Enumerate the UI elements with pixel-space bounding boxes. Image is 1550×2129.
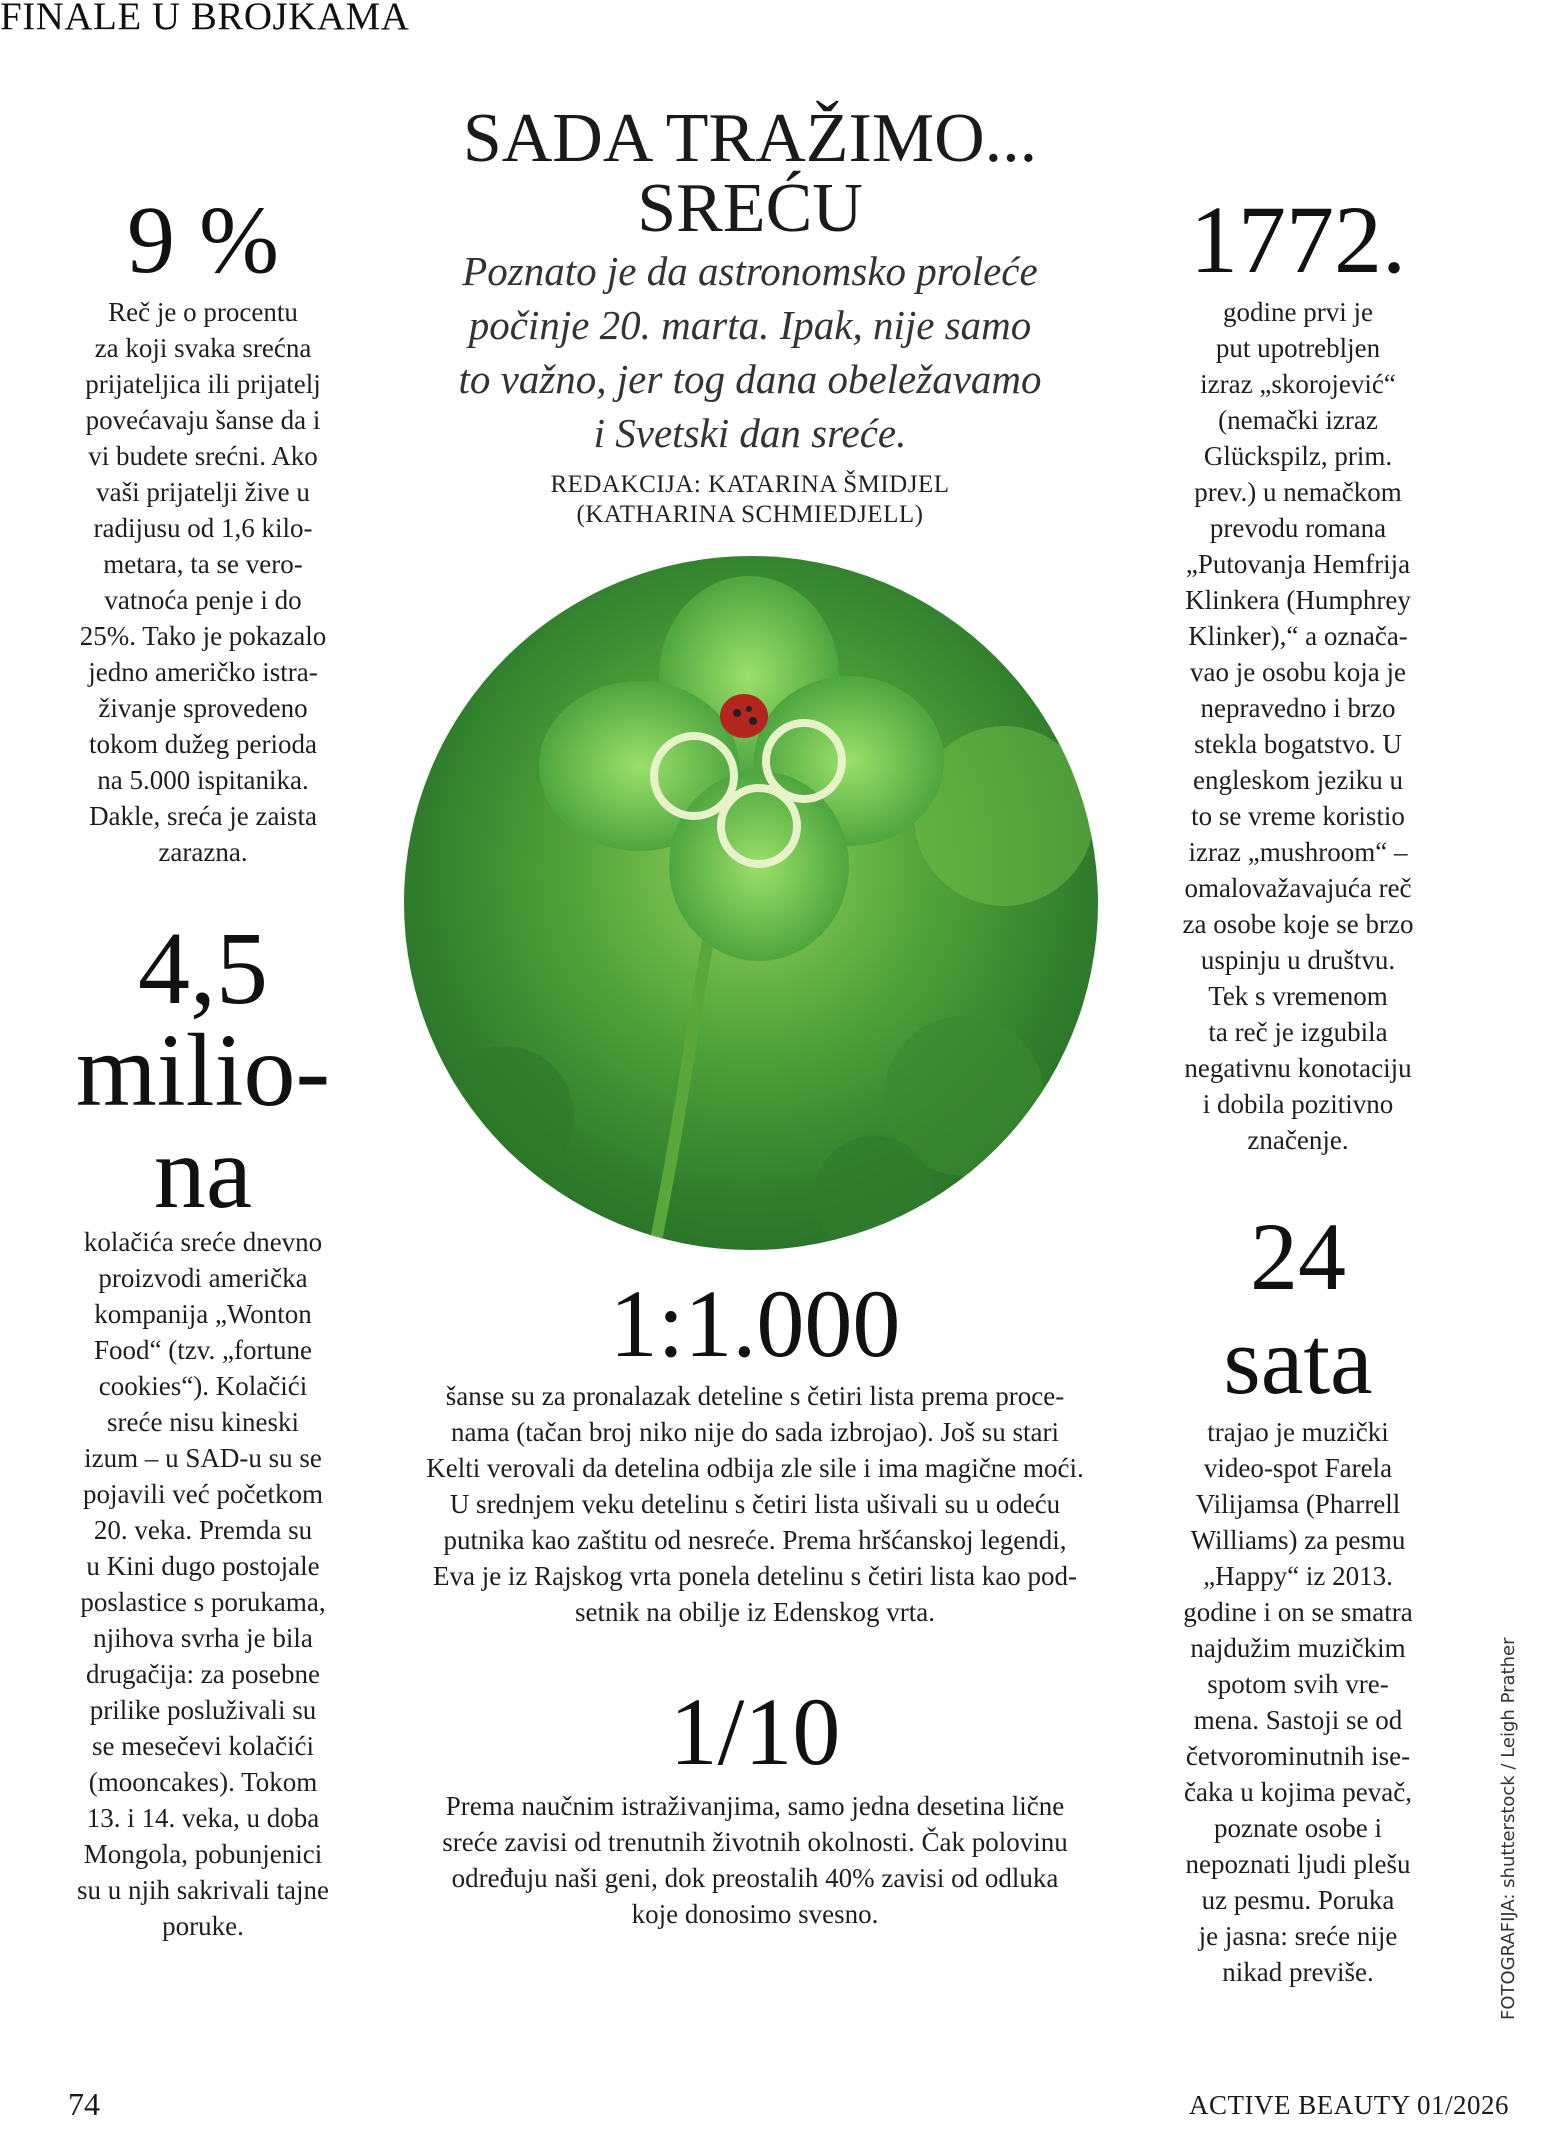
article-lead [420,244,1080,460]
text-line: Mongola, pobunjenici [83,1839,323,1869]
text-line: su u njih sakrivali tajne [77,1875,329,1905]
fact-number: 9 % [127,186,279,293]
text-line: Vilijamsa (Pharrell [1195,1489,1401,1519]
text-line: i dobila pozitivno [1202,1089,1394,1119]
number-line: na [153,1115,253,1230]
text-line: značenje. [1247,1125,1349,1155]
text-line: metara, ta se vero- [103,549,303,579]
text-line: kolačića sreće dnevno [83,1227,323,1257]
text-line: vi budete srećni. Ako [88,441,318,471]
text-line: spotom svih vre- [1207,1669,1389,1699]
clover-photo [404,556,1098,1250]
text-line: put upotrebljen [1215,333,1381,363]
text-line: Klinker),“ a označa- [1188,621,1408,651]
text-line: ta reč je izgubila [1208,1017,1388,1047]
text-line: vao je osobu koja je [1190,657,1406,687]
lead-line: počinje 20. marta. Ipak, nije samo [468,302,1032,348]
four-leaf-clover-icon [404,556,1098,1250]
text-line: tokom dužeg perioda [89,729,317,759]
text-line: U srednjem veku detelinu s četiri lista ušivali su u odeću [449,1489,1061,1519]
text-line: Williams) za pesmu [1190,1525,1406,1555]
section-heading: FINALE U BROJKAMA [0,0,410,38]
text-line: uspinju u društvu. [1200,945,1396,975]
text-line: vatnoća penje i do [104,585,302,615]
text-line: živanje sprovedeno [98,693,308,723]
text-line: vaši prijatelji žive u [96,477,310,507]
credit-line: (KATHARINA SCHMIEDJELL) [576,501,924,528]
text-line: trajao je muzički [1207,1417,1389,1447]
photo-credit: FOTOGRAFIJA: shutterstock / Leigh Prather [1498,1637,1519,2020]
lead-line: Poznato je da astronomsko proleće [462,248,1038,294]
text-line: prevodu romana [1209,513,1387,543]
lead-line: i Svetski dan sreće. [593,410,907,456]
text-line: nepoznati ljudi plešu [1185,1849,1411,1879]
text-line: njihova svrha je bila [93,1623,313,1653]
text-line: prev.) u nemačkom [1194,477,1402,507]
text-line: zarazna. [158,837,248,867]
text-line: (mooncakes). Tokom [88,1767,318,1797]
fact-number: 1:1.000 [609,1270,901,1377]
text-line: sreće zavisi od trenutnih životnih okolnosti. Čak polovinu [442,1827,1068,1857]
text-line: video-spot Farela [1203,1453,1393,1483]
fact-number: 1772. [1190,186,1406,293]
fact-text [48,294,358,870]
text-line: Food“ (tzv. „fortune [94,1335,312,1365]
text-line: se mesečevi kolačići [92,1731,314,1761]
page-number: 74 [68,2086,100,2122]
text-line: Dakle, sreća je zaista [89,801,317,831]
fact-text [38,1224,368,1944]
text-line: proizvodi američka [98,1263,308,1293]
text-line: to se vreme koristio [1191,801,1405,831]
text-line: „Putovanja Hemfrija [1185,549,1411,579]
text-line: za koji svaka srećna [94,333,312,363]
text-line: izraz „skorojević“ [1200,369,1396,399]
text-line: drugačija: za posebne [86,1659,320,1689]
text-line: jedno američko istra- [88,657,318,687]
fact-text [380,1378,1130,1630]
text-line: izraz „mushroom“ – [1188,837,1408,867]
text-line: „Happy“ iz 2013. [1203,1561,1393,1591]
text-line: za osobe koje se brzo [1182,909,1414,939]
text-line: stekla bogatstvo. U [1194,729,1402,759]
title-line: SREĆU [637,170,863,247]
text-line: 20. veka. Premda su [93,1515,313,1545]
magazine-issue: ACTIVE BEAUTY 01/2026 [1189,2090,1509,2120]
text-line: nama (tačan broj niko nije do sada izbrojao). Još su stari [450,1417,1060,1447]
text-line: šanse su za pronalazak deteline s četiri lista prema proce- [445,1381,1065,1411]
text-line: radijusu od 1,6 kilo- [93,513,313,543]
text-line: godine prvi je [1223,297,1373,327]
credit-line: REDAKCIJA: KATARINA ŠMIDJEL [550,471,950,498]
text-line: prijateljica ili prijatelj [85,369,321,399]
text-line: cookies“). Kolačići [98,1371,308,1401]
text-line: Klinkera (Humphrey [1185,585,1411,615]
text-line: omalovažavajuća reč [1184,873,1412,903]
text-line: poslastice s porukama, [80,1587,326,1617]
title-line: SADA TRAŽIMO... [462,100,1038,177]
lead-line: to važno, jer tog dana obeležavamo [458,356,1042,402]
text-line: Kelti verovali da detelina odbija zle sile i ima magične moći. [426,1453,1084,1483]
text-line: nepravedno i brzo [1200,693,1396,723]
text-line: Eva je iz Rajskog vrta ponela detelinu s četiri lista kao pod- [432,1561,1078,1591]
text-line: poruke. [162,1911,244,1941]
text-line: setnik na obilje iz Edenskog vrta. [575,1597,935,1627]
text-line: (nemački izraz [1218,405,1378,435]
text-line: engleskom jeziku u [1193,765,1403,795]
text-line: 13. i 14. veka, u doba [86,1803,320,1833]
text-line: negativnu konotaciju [1184,1053,1412,1083]
text-line: povećavaju šanse da i [85,405,321,435]
number-line: sata [1223,1307,1373,1414]
text-line: uz pesmu. Poruka [1201,1885,1395,1915]
text-line: Tek s vremenom [1208,981,1388,1011]
fact-text [1143,1414,1453,1990]
text-line: na 5.000 ispitanika. [97,765,309,795]
fact-text [380,1788,1130,1932]
text-line: je jasna: sreće nije [1198,1921,1398,1951]
text-line: Reč je o procentu [108,297,298,327]
text-line: najdužim muzičkim [1190,1633,1406,1663]
number-line: 24 [1250,1203,1346,1310]
text-line: kompanija „Wonton [94,1299,312,1329]
number-line: 4,5 [138,911,268,1026]
fact-number: 1/10 [669,1678,841,1785]
text-line: prilike posluživali su [89,1695,317,1725]
text-line: godine i on se smatra [1183,1597,1413,1627]
text-line: čaka u kojima pevač, [1184,1777,1412,1807]
fact-number [1143,1205,1453,1413]
article-title [380,100,1120,247]
fact-text [1143,294,1453,1158]
text-line: pojavili već početkom [83,1479,323,1509]
text-line: izum – u SAD-u su se [84,1443,322,1473]
text-line: sreće nisu kineski [107,1407,299,1437]
text-line: u Kini dugo postojale [86,1551,320,1581]
text-line: koje donosimo svesno. [631,1899,879,1929]
text-line: mena. Sastoji se od [1193,1705,1403,1735]
text-line: Prema naučnim istraživanjima, samo jedna desetina lične [445,1791,1065,1821]
text-line: određuju naši geni, dok preostalih 40% zavisi od odluka [451,1863,1059,1893]
fact-number [48,911,358,1230]
text-line: Glückspilz, prim. [1203,441,1393,471]
text-line: poznate osobe i [1214,1813,1382,1843]
editor-credit [420,470,1080,530]
text-line: četvorominutnih ise- [1185,1741,1411,1771]
text-line: putnika kao zaštitu od nesreće. Prema hršćanskoj legendi, [443,1525,1067,1555]
text-line: 25%. Tako je pokazalo [79,621,327,651]
text-line: nikad previše. [1222,1957,1374,1987]
number-line: milio- [75,1013,331,1128]
